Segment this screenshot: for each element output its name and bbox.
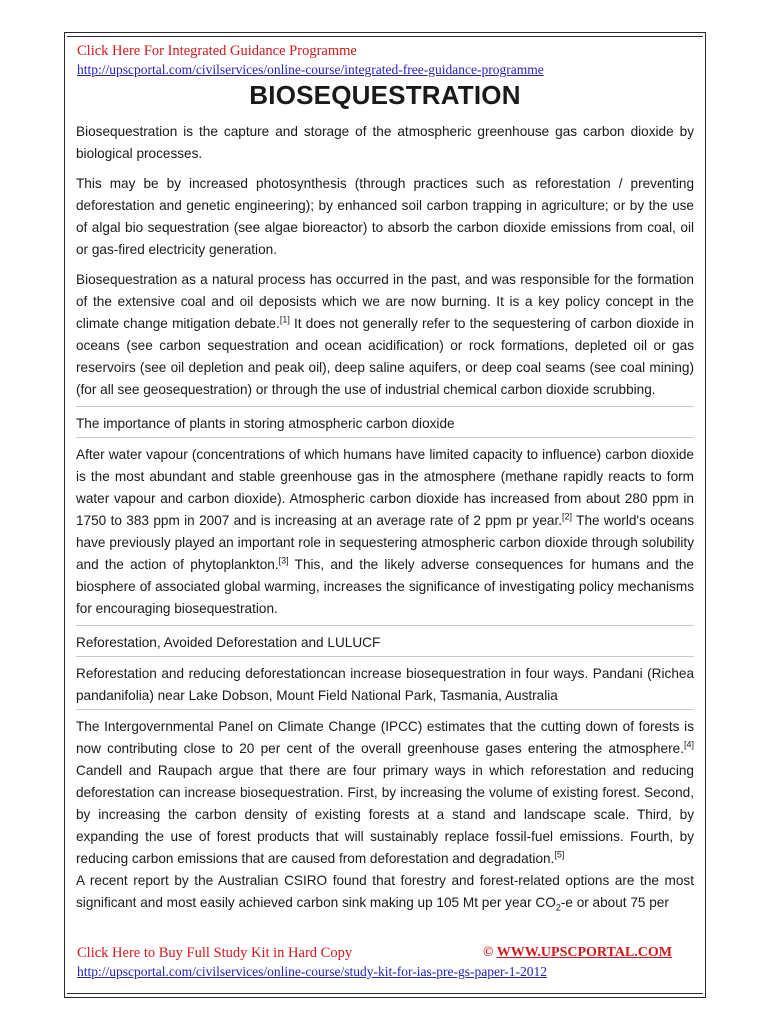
section-heading-plants: The importance of plants in storing atmospheric carbon dioxide xyxy=(76,416,455,431)
reference-4[interactable]: [4] xyxy=(683,739,694,750)
divider xyxy=(76,437,694,438)
reference-3[interactable]: [3] xyxy=(278,555,289,566)
buy-study-kit-link[interactable]: Click Here to Buy Full Study Kit in Hard Copy xyxy=(77,945,353,961)
divider xyxy=(76,656,694,657)
reference-2[interactable]: [2] xyxy=(562,511,573,522)
guidance-programme-url[interactable]: http://upscportal.com/civilservices/online-course/integrated-free-guidance-programme xyxy=(77,62,544,77)
article-body xyxy=(76,121,694,914)
divider xyxy=(76,709,694,710)
paragraph-methods: This may be by increased photosynthesis (through practices such as reforestation / preventing deforestation and genetic engineering); by enhanced soil carbon trapping in agriculture; or by the use of algal bio sequestration (see algae bioreactor) to absorb the carbon dioxide emissions from coal, oil or gas-fired electricity generation. xyxy=(76,176,694,257)
page-title: BIOSEQUESTRATION xyxy=(249,80,521,110)
divider xyxy=(76,625,694,626)
reference-1[interactable]: [1] xyxy=(279,314,290,325)
paragraph-ipcc: The Intergovernmental Panel on Climate Change (IPCC) estimates that the cutting down of forests is now contributing close to 20 per cent of the overall greenhouse gases entering the atmosphere.[4] Candell and Raupach argue that there are four primary ways in which reforestation and reducing deforestation can increase biosequestration. First, by increasing the volume of existing forest. Second, by increasing the carbon density of existing forests at a stand and landscape scale. Third, by expanding the use of forest products that will sustainably replace fossil-fuel emissions. Fourth, by reducing carbon emissions that are caused from deforestation and degradation.[5] xyxy=(76,719,694,866)
study-kit-url[interactable]: http://upscportal.com/civilservices/online-course/study-kit-for-ias-pre-gs-paper-1-2012 xyxy=(77,964,547,979)
upscportal-site-link[interactable]: © WWW.UPSCPORTAL.COM xyxy=(483,945,673,960)
paragraph-four-ways: Reforestation and reducing deforestationcan increase biosequestration in four ways. Pandani (Richea pandanifolia) near Lake Dobson, Mount Field National Park, Tasmania, Australia xyxy=(76,666,694,703)
reference-5[interactable]: [5] xyxy=(554,849,565,860)
paragraph-intro: Biosequestration is the capture and storage of the atmospheric greenhouse gas carbon dioxide by biological processes. xyxy=(76,124,694,161)
paragraph-csiro: A recent report by the Australian CSIRO found that forestry and forest-related options are the most significant and most easily achieved carbon sink making up 105 Mt per year $CO_2-e$ or about 75 per xyxy=(76,873,694,913)
divider xyxy=(76,406,694,407)
section-heading-reforestation: Reforestation, Avoided Deforestation and LULUCF xyxy=(76,635,381,650)
border-line-bottom xyxy=(67,993,703,994)
guidance-programme-link[interactable]: Click Here For Integrated Guidance Programme xyxy=(77,43,357,59)
paragraph-carbon-dioxide: After water vapour (concentrations of which humans have limited capacity to influence) carbon dioxide is the most abundant and stable greenhouse gas in the atmosphere (methane rapidly reacts to form water vapour and carbon dioxide). Atmospheric carbon dioxide has increased from about 280 ppm in 1750 to 383 ppm in 2007 and is increasing at an average rate of 2 ppm pr year.[2] The world's oceans have previously played an important role in sequestering atmospheric carbon dioxide through solubility and the action of phytoplankton.[3] This, and the likely adverse consequences for humans and the biosphere of associated global warming, increases the significance of investigating policy mechanisms for encouraging biosequestration. xyxy=(76,447,694,616)
border-line-top xyxy=(67,36,703,37)
paragraph-natural-process: Biosequestration as a natural process has occurred in the past, and was responsible for the formation of the extensive coal and oil deposists which we are now burning. It is a key policy concept in the climate change mitigation debate.[1] It does not generally refer to the sequestering of carbon dioxide in oceans (see carbon sequestration and ocean acidification) or rock formations, depleted oil or gas reservoirs (see oil depletion and peak oil), deep saline aquifers, or deep coal seams (see coal mining) (for all see geosequestration) or through the use of industrial chemical carbon dioxide scrubbing. xyxy=(76,272,694,397)
